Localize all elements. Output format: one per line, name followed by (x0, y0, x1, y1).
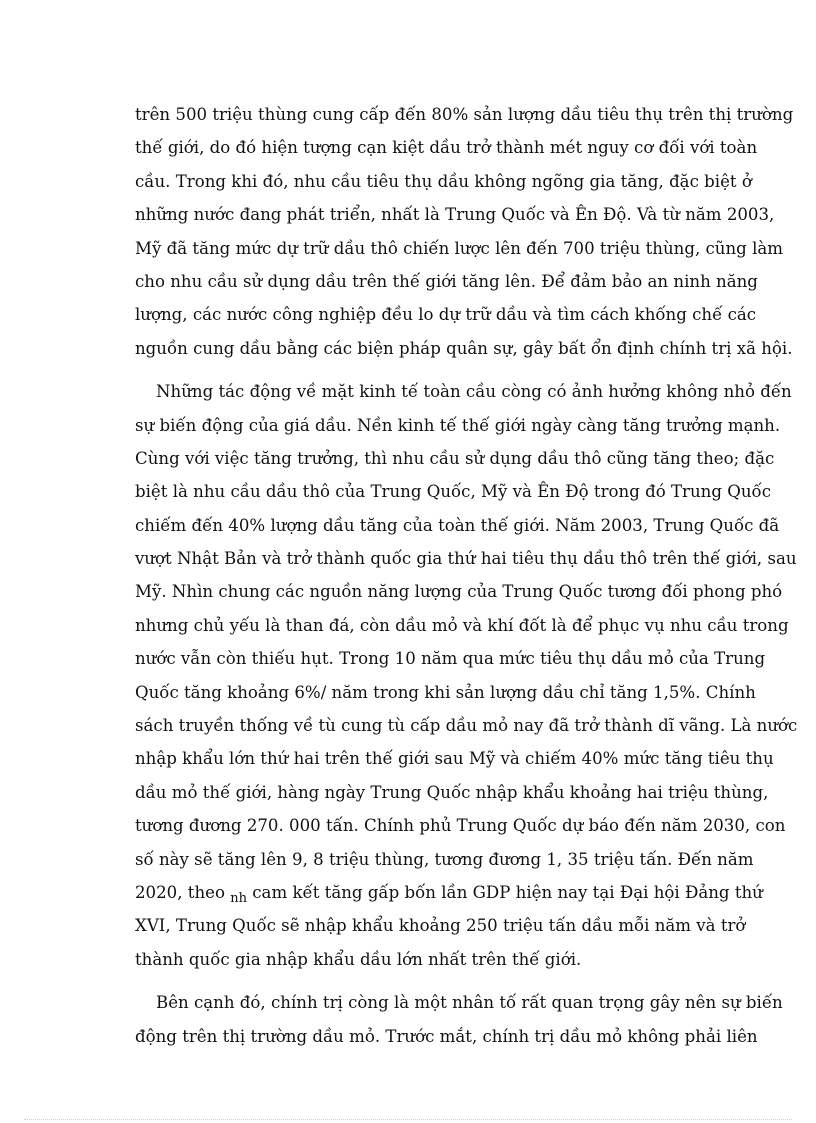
paragraph-3 (135, 986, 783, 1053)
text-line: vượt Nhật Bản và trở thành quốc gia thứ hai tiêu thụ dầu thô trên thế giới, sau (135, 549, 797, 569)
text-line: Bên cạnh đó, chính trị còng là một nhân tố rất quan trọng gây nên sự biến (156, 993, 783, 1013)
text-line: những nước đang phát triển, nhất là Trung Quốc và Ên Độ. Và từ năm 2003, (135, 205, 775, 225)
text-line-with-subscript (135, 876, 763, 909)
text-line: Mỹ. Nhìn chung các nguồn năng lượng của Trung Quốc tương đối phong phó (135, 582, 783, 602)
text-line: nguồn cung dầu bằng các biện pháp quân sự, gây bất ổn định chính trị xã hội. (135, 338, 793, 358)
page-bottom-rule (24, 1119, 792, 1120)
text-line: chiếm đến 40% lượng dầu tăng của toàn thế giới. Năm 2003, Trung Quốc đã (135, 515, 780, 535)
line-start: 2020, theo (135, 882, 225, 902)
text-line: nhập khẩu lớn thứ hai trên thế giới sau Mỹ và chiếm 40% mức tăng tiêu thụ (135, 749, 774, 769)
text-line: Quốc tăng khoảng 6%/ năm trong khi sản lượng dầu chỉ tăng 1,5%. Chính (135, 682, 756, 702)
text-line: sự biến động của giá dầu. Nền kinh tế thế giới ngày càng tăng trưởng mạnh. (135, 415, 781, 435)
text-line: biệt là nhu cầu dầu thô của Trung Quốc, Mỹ và Ên Độ trong đó Trung Quốc (135, 482, 771, 502)
text-line: thành quốc gia nhập khẩu dầu lớn nhất trên thế giới. (135, 949, 582, 969)
text-line: cho nhu cầu sử dụng dầu trên thế giới tăng lên. Để đảm bảo an ninh năng (135, 271, 758, 291)
body-text (135, 98, 798, 1053)
text-line: trên 500 triệu thùng cung cấp đến 80% sản lượng dầu tiêu thụ trên thị trường (135, 105, 794, 124)
paragraph-1 (135, 98, 794, 365)
text-line: động trên thị trường dầu mỏ. Trước mắt, chính trị dầu mỏ không phải liên (135, 1026, 758, 1046)
subscript-fragment: nh (230, 890, 247, 906)
text-line: XVI, Trung Quốc sẽ nhập khẩu khoảng 250 triệu tấn dầu mỗi năm và trở (135, 916, 746, 936)
text-line: Cùng với việc tăng trưởng, thì nhu cầu sử dụng dầu thô cũng tăng theo; đặc (135, 448, 775, 468)
text-line: nước vẫn còn thiếu hụt. Trong 10 năm qua mức tiêu thụ dầu mỏ của Trung (135, 649, 766, 669)
text-line: Mỹ đã tăng mức dự trữ dầu thô chiến lược lên đến 700 triệu thùng, cũng làm (135, 238, 784, 258)
text-line: Những tác động về mặt kinh tế toàn cầu còng có ảnh hưởng không nhỏ đến (156, 382, 792, 402)
text-line: lượng, các nước công nghiệp đều lo dự trữ dầu và tìm cách khống chế các (135, 305, 757, 325)
text-line: sách truyền thống về tù cung tù cấp dầu mỏ nay đã trở thành dĩ vãng. Là nước (135, 716, 798, 736)
text-line: dầu mỏ thế giới, hàng ngày Trung Quốc nhập khẩu khoảng hai triệu thùng, (135, 782, 769, 802)
text-line: số này sẽ tăng lên 9, 8 triệu thùng, tương đương 1, 35 triệu tấn. Đến năm (135, 849, 754, 869)
text-line: nhưng chủ yếu là than đá, còn dầu mỏ và khí đốt là để phục vụ nhu cầu trong (135, 615, 789, 635)
text-line: tương đương 270. 000 tấn. Chính phủ Trung Quốc dự báo đến năm 2030, con (135, 816, 786, 836)
text-line: cầu. Trong khi đó, nhu cầu tiêu thụ dầu không ngõng gia tăng, đặc biệt ở (135, 171, 752, 191)
text-line: thế giới, do đó hiện tượng cạn kiệt dầu trở thành mét nguy cơ đối với toàn (135, 138, 758, 158)
line-end: cam kết tăng gấp bốn lần GDP hiện nay tại Đại hội Đảng thứ (252, 882, 763, 902)
paragraph-2 (135, 375, 798, 976)
